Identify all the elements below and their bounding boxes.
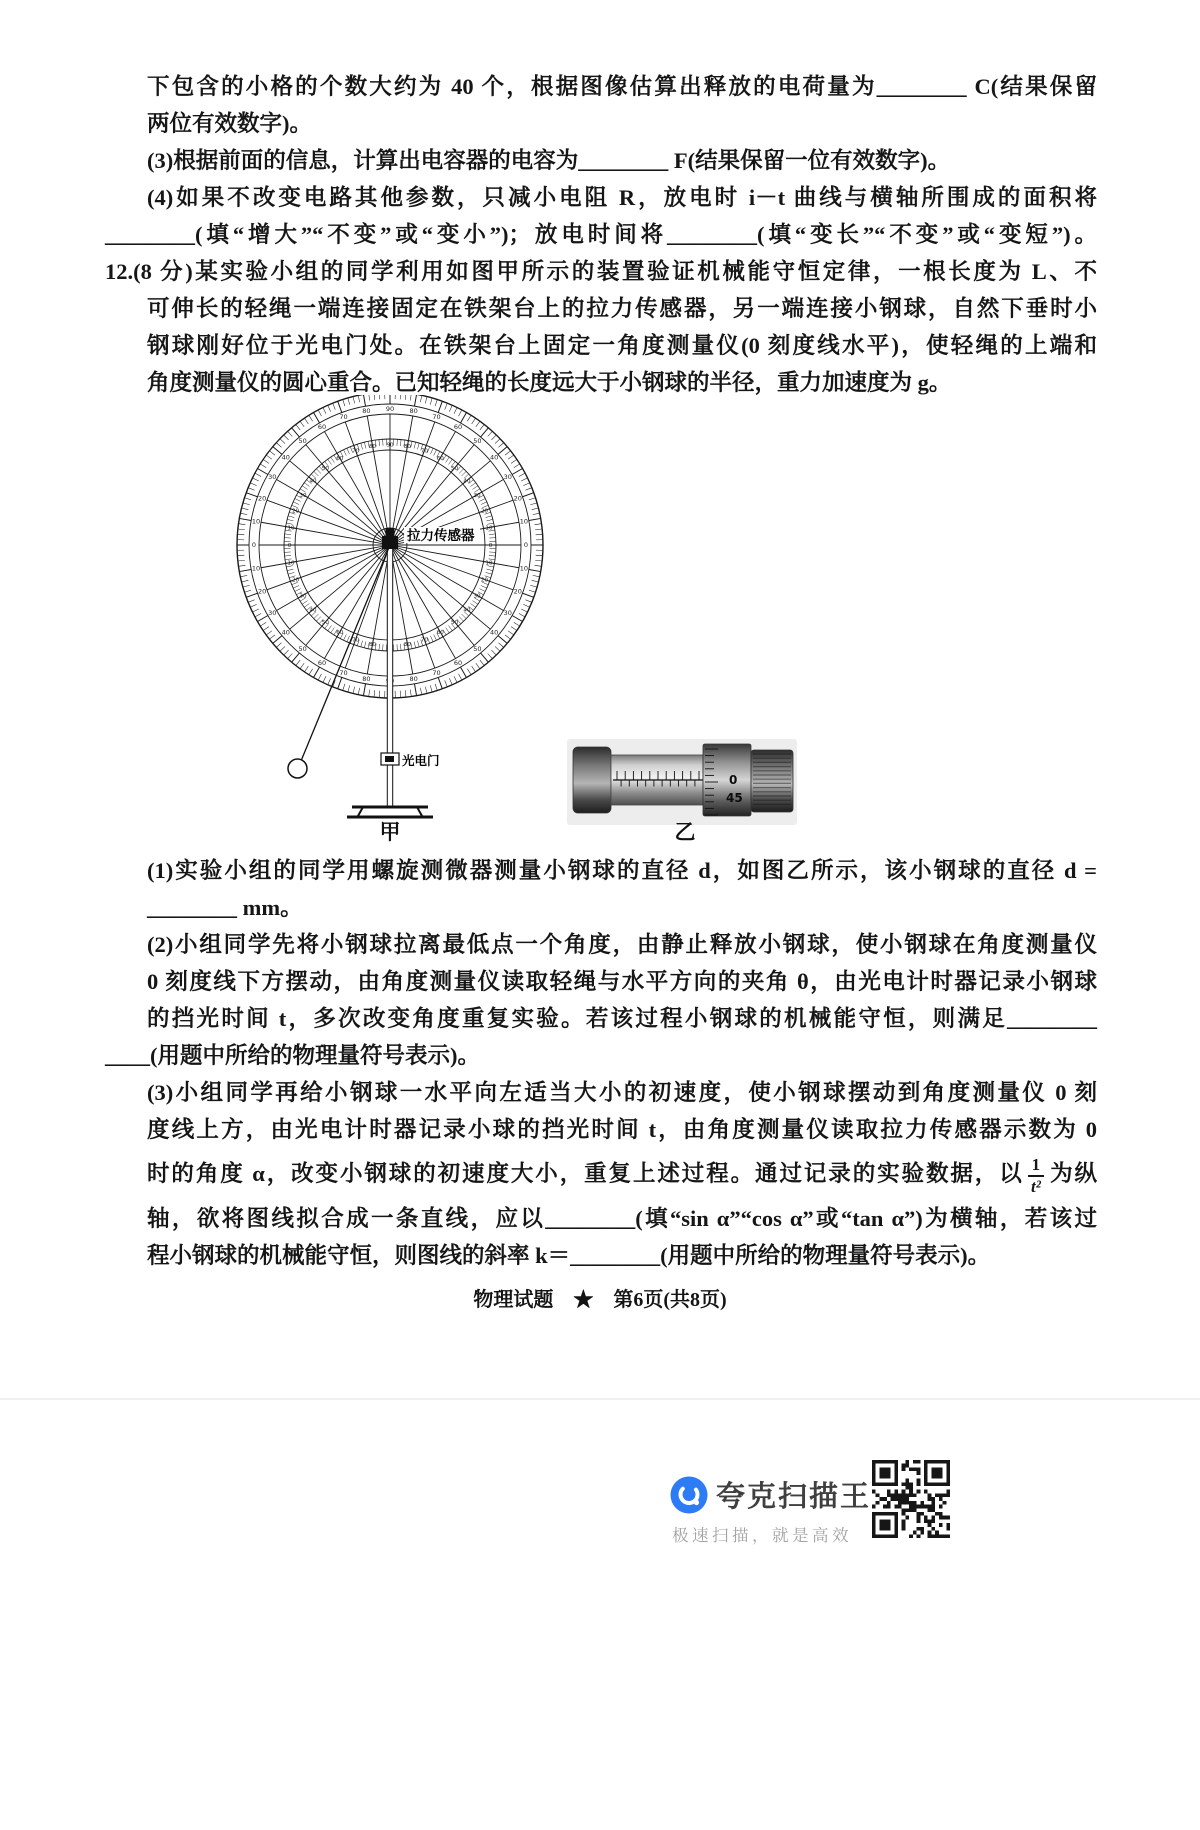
svg-text:50: 50 — [473, 436, 482, 445]
app-logo-icon — [670, 1476, 708, 1514]
svg-text:20: 20 — [291, 508, 300, 515]
svg-text:10: 10 — [251, 517, 261, 526]
svg-text:70: 70 — [420, 637, 428, 644]
fraction-numerator: 1 — [1028, 1156, 1045, 1177]
app-name: 夸克扫描王 — [716, 1481, 872, 1513]
doc-line-q3-capacitance: (3)根据前面的信息，计算出电容器的电容为________ F(结果保留一位有效数字)。 — [147, 148, 951, 173]
svg-text:70: 70 — [420, 448, 428, 455]
svg-text:50: 50 — [321, 619, 329, 626]
doc-line-q3b-b: 度线上方，由光电计时器记录小球的挡光时间 t，由角度测量仪读取拉力传感器示数为 0 — [147, 1117, 1097, 1142]
svg-text:40: 40 — [281, 628, 290, 637]
svg-text:40: 40 — [490, 453, 499, 462]
doc-line-q3b-a: (3)小组同学再给小钢球一水平向左适当大小的初速度，使小钢球摆动到角度测量仪 0 刻 — [147, 1080, 1097, 1105]
svg-text:50: 50 — [473, 645, 482, 654]
svg-text:20: 20 — [258, 494, 267, 503]
svg-text:40: 40 — [309, 478, 317, 485]
svg-text:50: 50 — [321, 466, 329, 473]
svg-text:20: 20 — [480, 508, 489, 515]
svg-text:90: 90 — [385, 405, 395, 413]
svg-text:10: 10 — [251, 564, 261, 573]
svg-text:80: 80 — [409, 674, 418, 683]
doc-line-charge-estimate: 下包含的小格的个数大约为 40 个，根据图像估算出释放的电荷量为________ C(结果保留 — [147, 74, 1097, 99]
svg-text:60: 60 — [436, 630, 444, 637]
qr-code — [872, 1460, 950, 1538]
svg-text:70: 70 — [352, 448, 360, 455]
protractor-pendulum-drawing — [237, 395, 543, 817]
doc-line-q3b-axis: 轴，欲将图线拟合成一条直线，应以________(填“sin α”“cos α”或“tan α”)为横轴，若该过 — [147, 1206, 1097, 1231]
svg-text:40: 40 — [463, 607, 471, 614]
fraction-denominator: t² — [1030, 1176, 1041, 1196]
svg-text:80: 80 — [362, 407, 371, 416]
svg-text:30: 30 — [503, 473, 512, 481]
svg-text:60: 60 — [453, 423, 463, 432]
doc-line-q1-diameter: (1)实验小组的同学用螺旋测微器测量小钢球的直径 d，如图乙所示，该小钢球的直径 d = — [147, 858, 1097, 883]
doc-line-q4-blanks: ________(填“增大”“不变”或“变小”)；放电时间将________(填“变长”“不变”或“变短”)。 — [105, 222, 1097, 247]
doc-line-q3b-fraction — [105, 1148, 1097, 1200]
svg-text:30: 30 — [299, 593, 307, 600]
svg-text:30: 30 — [268, 609, 277, 617]
svg-text:50: 50 — [298, 645, 307, 654]
doc-line-q3b-slope: 程小钢球的机械能守恒，则图线的斜率 k＝________(用题中所给的物理量符号表示)。 — [147, 1243, 991, 1268]
app-tagline: 极速扫描，就是高效 — [672, 1527, 852, 1545]
fraction-line-before: 时的角度 α，改变小钢球的初速度大小，重复上述过程。通过记录的实验数据，以 — [147, 1161, 1024, 1186]
svg-text:80: 80 — [368, 444, 377, 451]
doc-line-q2-a: (2)小组同学先将小钢球拉离最低点一个角度，由静止释放小钢球，使小钢球在角度测量仪 — [147, 932, 1097, 957]
doc-line-q12-intro-4: 角度测量仪的圆心重合。已知轻绳的长度远大于小钢球的半径，重力加速度为 g。 — [147, 370, 952, 395]
svg-text:40: 40 — [490, 628, 499, 637]
svg-text:20: 20 — [513, 587, 522, 596]
svg-text:10: 10 — [519, 564, 529, 573]
svg-text:70: 70 — [352, 637, 360, 644]
svg-text:80: 80 — [362, 674, 371, 683]
svg-text:30: 30 — [473, 593, 481, 600]
svg-text:60: 60 — [336, 630, 344, 637]
svg-text:20: 20 — [513, 494, 522, 503]
svg-text:20: 20 — [480, 577, 489, 584]
doc-line-q2-b: 0 刻度线下方摆动，由角度测量仪读取轻绳与水平方向的夹角 θ，由光电计时器记录小钢球 — [147, 969, 1097, 994]
svg-text:30: 30 — [503, 609, 512, 617]
one-over-t-squared-fraction — [1028, 1156, 1045, 1196]
force-sensor-label: 拉力传感器 — [407, 528, 475, 543]
svg-text:80: 80 — [409, 407, 418, 416]
doc-line-q12-intro-3: 钢球刚好位于光电门处。在铁架台上固定一角度测量仪(0 刻度线水平)，使轻绳的上端和 — [147, 333, 1097, 358]
svg-text:50: 50 — [451, 619, 459, 626]
svg-text:60: 60 — [317, 658, 327, 667]
doc-line-q12-intro-2: 可伸长的轻绳一端连接固定在铁架台上的拉力传感器，另一端连接小钢球，自然下垂时小 — [147, 296, 1097, 321]
svg-text:0: 0 — [488, 543, 493, 549]
micrometer-number-45: 45 — [726, 791, 743, 805]
svg-text:30: 30 — [299, 492, 307, 499]
svg-text:60: 60 — [436, 455, 444, 462]
svg-text:30: 30 — [473, 492, 481, 499]
svg-text:10: 10 — [485, 525, 493, 532]
doc-line-q1-blank-mm: ________ mm。 — [147, 895, 303, 920]
svg-text:60: 60 — [453, 658, 463, 667]
fraction-line-after: 为纵 — [1048, 1161, 1097, 1186]
upper-text-block — [105, 68, 1097, 401]
svg-text:10: 10 — [287, 560, 295, 567]
svg-text:70: 70 — [432, 413, 441, 422]
svg-text:10: 10 — [287, 525, 295, 532]
logo-circle — [671, 1477, 708, 1514]
figure-jia-caption: 甲 — [379, 820, 401, 844]
svg-text:10: 10 — [519, 517, 529, 526]
doc-line-sigfigs: 两位有效数字)。 — [147, 111, 312, 136]
svg-text:40: 40 — [463, 478, 471, 485]
svg-text:40: 40 — [309, 607, 317, 614]
svg-text:0: 0 — [251, 541, 257, 549]
micrometer-drawing — [567, 739, 797, 825]
svg-text:50: 50 — [451, 466, 459, 473]
svg-text:20: 20 — [291, 577, 300, 584]
logo-dot — [694, 1500, 699, 1505]
doc-line-q12-intro-1: 12.(8 分)某实验小组的同学利用如图甲所示的装置验证机械能守恒定律，一根长度为 L、不 — [105, 259, 1097, 284]
page-footer: 物理试题 ★ 第6页(共8页) — [473, 1289, 727, 1311]
svg-text:30: 30 — [268, 473, 277, 481]
svg-text:90: 90 — [386, 442, 394, 449]
lower-text-block — [105, 852, 1097, 1274]
divider-line — [0, 1398, 1200, 1400]
photogate-label: 光电门 — [402, 754, 440, 768]
svg-text:80: 80 — [368, 641, 377, 648]
svg-text:70: 70 — [432, 668, 441, 677]
micrometer-number-0: 0 — [729, 773, 738, 787]
svg-text:50: 50 — [298, 436, 307, 445]
svg-text:0: 0 — [523, 541, 529, 549]
svg-text:60: 60 — [317, 423, 327, 432]
doc-line-q2-d: ____(用题中所给的物理量符号表示)。 — [105, 1043, 480, 1068]
svg-text:0: 0 — [287, 543, 292, 549]
svg-text:10: 10 — [485, 560, 493, 567]
doc-line-q2-c: 的挡光时间 t，多次改变角度重复实验。若该过程小钢球的机械能守恒，则满足________ — [147, 1006, 1097, 1031]
figure-yi-caption: 乙 — [674, 820, 696, 844]
svg-text:70: 70 — [339, 413, 348, 422]
scanner-branding — [0, 1460, 1200, 1570]
svg-text:70: 70 — [339, 668, 348, 677]
svg-text:80: 80 — [403, 641, 412, 648]
svg-text:80: 80 — [403, 444, 412, 451]
svg-text:20: 20 — [258, 587, 267, 596]
doc-line-q4-area: (4)如果不改变电路其他参数，只减小电阻 R，放电时 i－t 曲线与横轴所围成的面积将 — [147, 185, 1097, 210]
svg-text:40: 40 — [281, 453, 290, 462]
apparatus-and-micrometer-figure — [105, 395, 1095, 855]
svg-text:60: 60 — [336, 455, 344, 462]
